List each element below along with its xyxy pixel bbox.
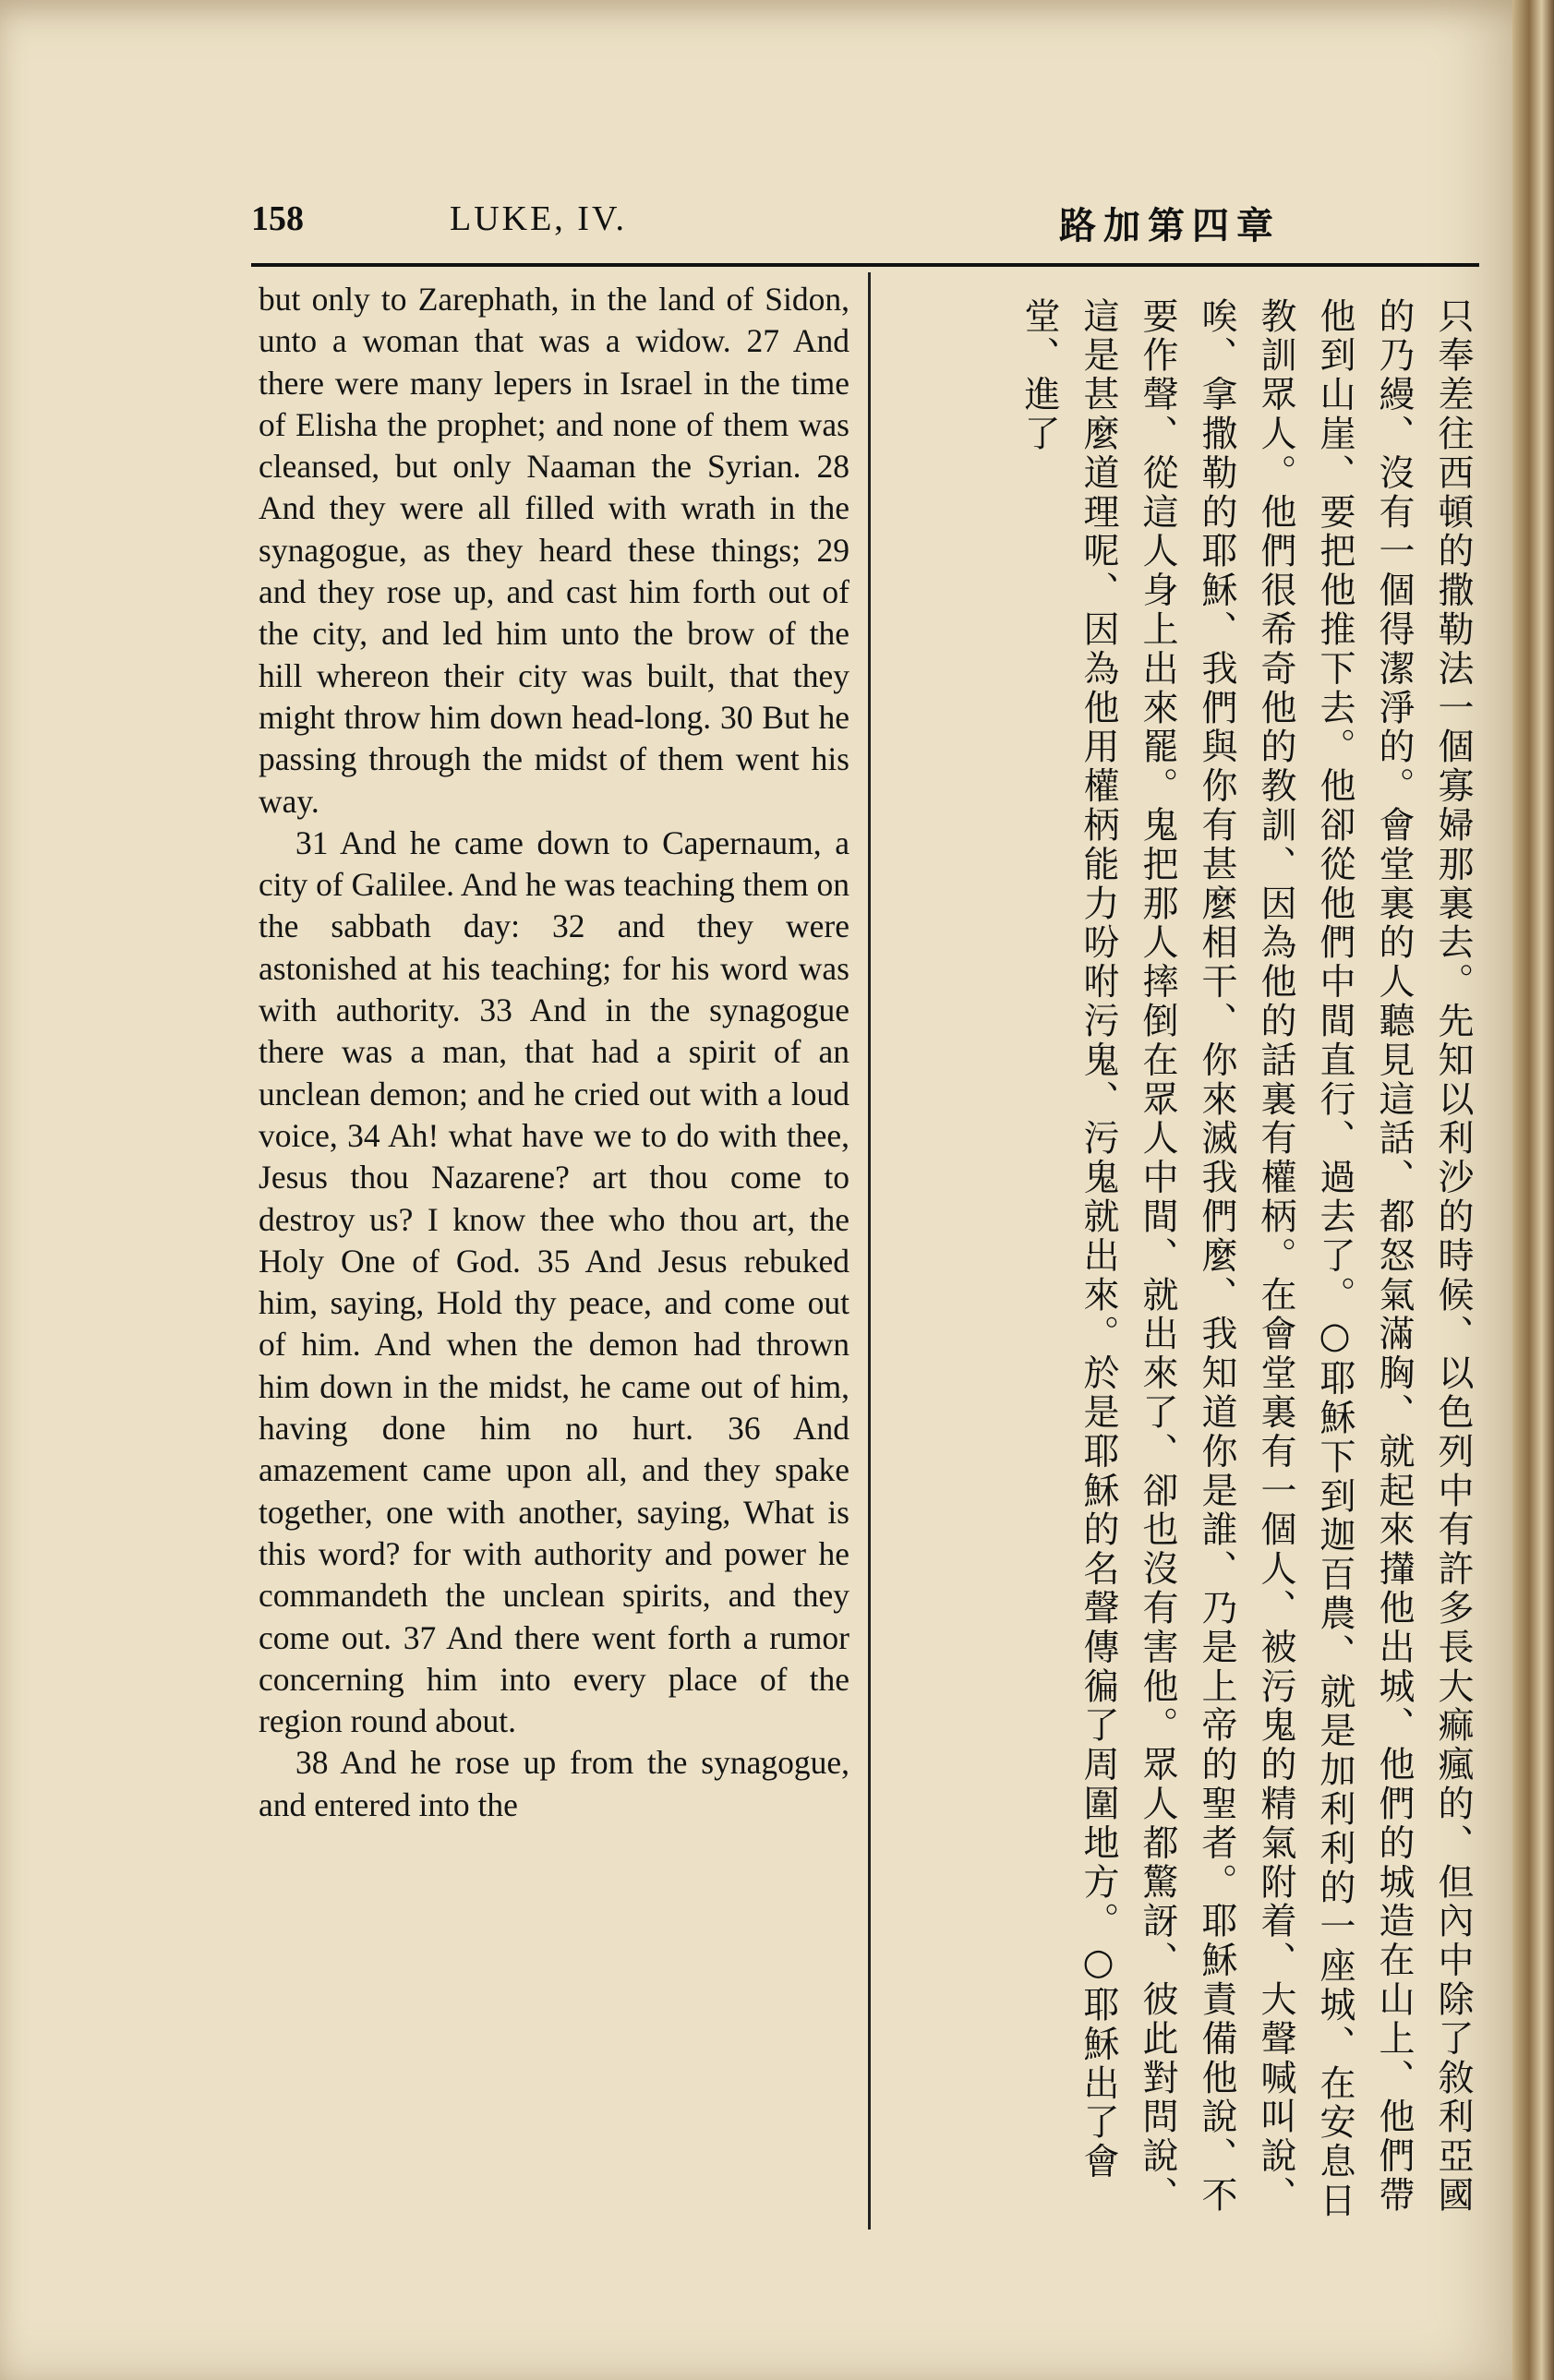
english-column: [259, 279, 849, 2227]
english-paragraph: 38 And he rose up from the synagogue, and entered into the: [259, 1744, 849, 1823]
page-header: [251, 189, 1313, 245]
running-head: LUKE, IV.: [450, 199, 628, 238]
page-edge: [1512, 0, 1554, 2380]
header-rule: [251, 263, 1479, 267]
chinese-text: 只奉差往西頓的撒勒法一個寡婦那裏去。先知以利沙的時候、以色列中有許多長大痲瘋的、但內中除了敘利亞國的乃縵、沒有一個得潔淨的。會堂裏的人聽見這話、都怒氣滿胸、就起來攆他出城、他們的城造在山上、他們帶他到山崖、要把他推下去。他卻從他們中間直行、過去了。○耶穌下到迦百農、就是加利利的一座城、在安息日教訓眾人。他們很希奇他的教訓、因為他的話裏有權柄。在會堂裏有一個人、被污鬼的精氣附着、大聲喊叫說、唉、拿撒勒的耶穌、我們與你有甚麼相干、你來滅我們麼、我知道你是誰、乃是上帝的聖者。耶穌責備他說、不要作聲、從這人身上出來罷。鬼把那人摔倒在眾人中間、就出來了、卻也沒有害他。眾人都驚訝、彼此對問說、這是甚麼道理呢、因為他用權柄能力吩咐污鬼、污鬼就出來。於是耶穌的名聲傳徧了周圍地方。○耶穌出了會堂、進了: [1018, 297, 1474, 2221]
english-paragraph: 31 And he came down to Capernaum, a city of Galilee. And he was teaching them on the sabbath day: 32 and they were astonished at his teaching; for his word was with authority. 33 And in the synagogue there was a man, that had a spirit of an unclean demon; and he cried out with a loud voice, 34 Ah! what have we to do with thee, Jesus thou Nazarene? art thou come to destroy us? I know thee who thou art, the Holy One of God. 35 And Jesus rebuked him, saying, Hold thy peace, and come out of him. And when the demon had thrown him down in the midst, he came out of him, having done him no hurt. 36 And amazement came upon all, and they spake together, one with another, saying, What is this word? for with authority and power he commandeth the unclean spirits, and they come out. 37 And there went forth a rumor concerning him into every place of the region round about.: [259, 823, 849, 1740]
page-number: 158: [251, 199, 304, 238]
chinese-column: [882, 297, 1482, 2236]
column-divider: [868, 272, 871, 2230]
english-paragraph: but only to Zarephath, in the land of Sidon, unto a woman that was a widow. 27 And there were many lepers in Israel in the time of Elisha the prophet; and none of them was cleansed, but only Naaman the Syrian. 28 And they were all filled with wrath in the synagogue, as they heard these things; 29 and they rose up, and cast him forth out of the city, and led him unto the brow of the hill whereon their city was built, that they might throw him down head-long. 30 But he passing through the midst of them went his way.: [259, 281, 849, 820]
chinese-running-head: 路加第四章: [1059, 205, 1281, 247]
